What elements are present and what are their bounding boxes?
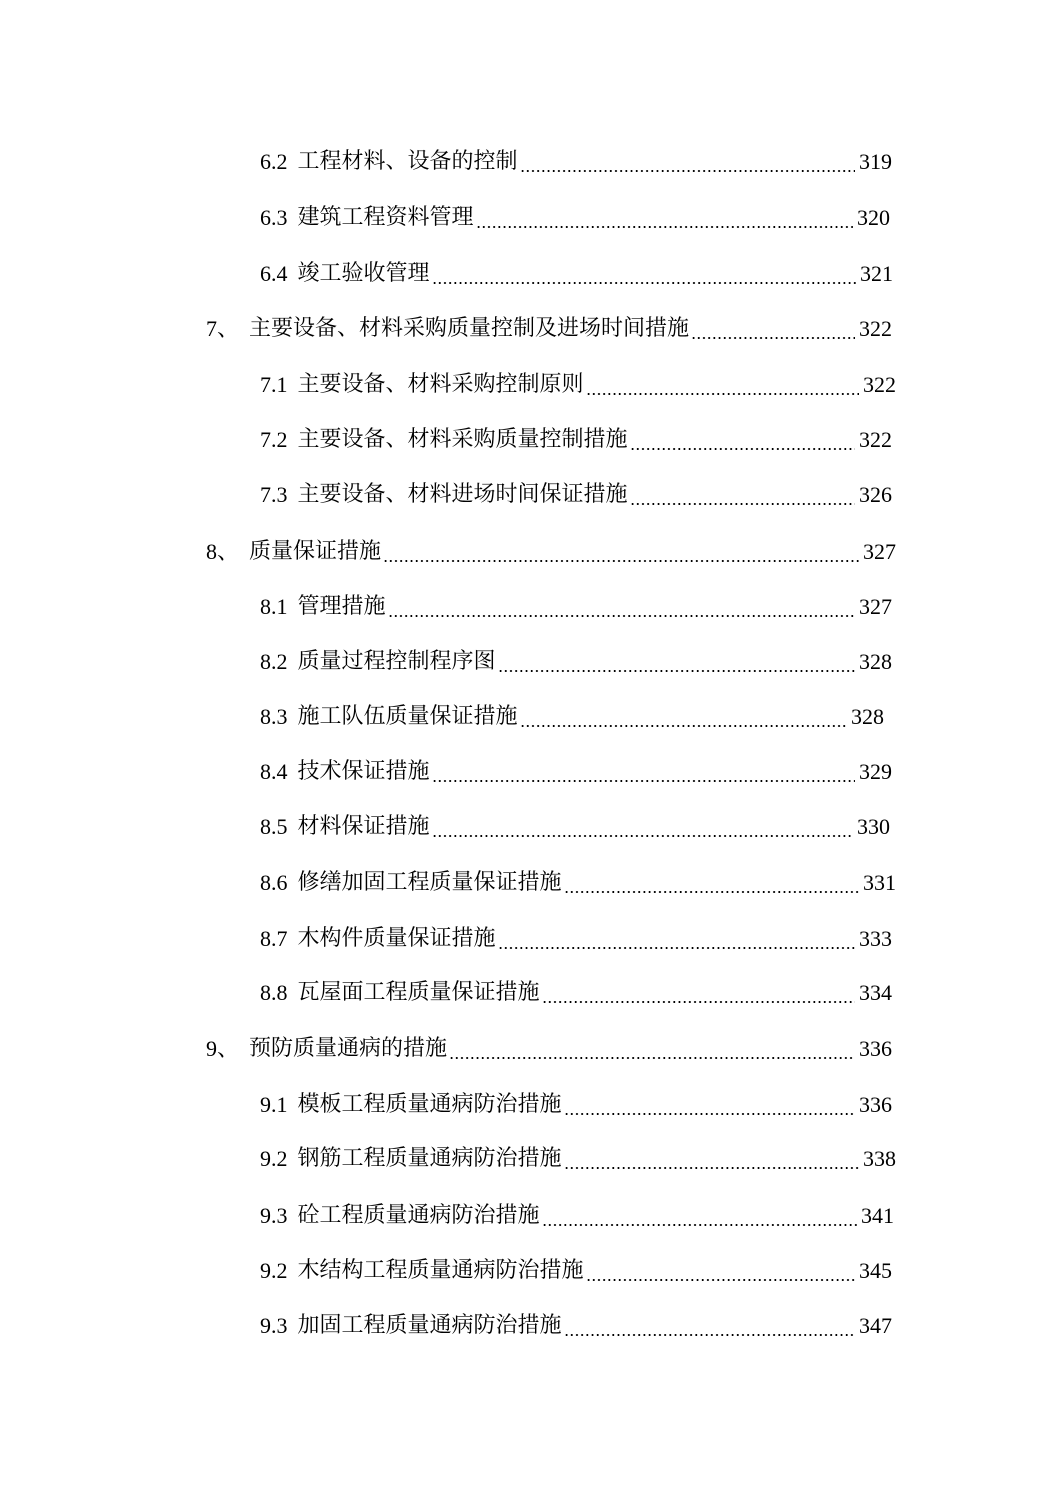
toc-entry-title: 主要设备、材料进场时间保证措施 (297, 482, 628, 507)
toc-dot-leader (498, 926, 855, 950)
toc-dot-leader (432, 261, 856, 285)
toc-dot-leader (542, 980, 855, 1004)
toc-entry-number: 6.2 (260, 149, 288, 174)
toc-dot-leader (586, 1258, 855, 1282)
toc-entry-page: 328 (851, 704, 884, 729)
toc-entry-number: 7.1 (260, 372, 288, 397)
toc-entry-number: 6.3 (260, 205, 288, 230)
toc-entry-page: 345 (859, 1258, 892, 1283)
toc-entry-number: 8.6 (260, 870, 288, 895)
toc-dot-leader (586, 372, 859, 396)
toc-entry-7-2[interactable] (260, 414, 892, 454)
toc-dot-leader (564, 1092, 855, 1116)
toc-entry-number: 9.1 (260, 1092, 288, 1117)
toc-entry-6-2[interactable] (260, 136, 892, 176)
toc-entry-number: 9.2 (260, 1258, 288, 1283)
toc-entry-title: 工程材料、设备的控制 (297, 149, 518, 174)
toc-dot-leader (564, 1313, 855, 1337)
toc-entry-title: 施工队伍质量保证措施 (297, 704, 518, 729)
toc-entry-8[interactable] (206, 526, 896, 566)
toc-dot-leader (432, 814, 853, 838)
toc-dot-leader (691, 316, 855, 340)
toc-entry-9[interactable] (206, 1023, 892, 1063)
toc-entry-title: 主要设备、材料采购质量控制及进场时间措施 (249, 316, 690, 341)
toc-dot-leader (388, 594, 855, 618)
toc-entry-page: 330 (857, 814, 890, 839)
toc-entry-title: 质量过程控制程序图 (297, 649, 496, 674)
toc-entry-number: 8.3 (260, 704, 288, 729)
toc-entry-9-2a[interactable] (260, 1133, 896, 1173)
toc-entry-title: 技术保证措施 (297, 759, 430, 784)
toc-entry-7-1[interactable] (260, 359, 896, 399)
toc-dot-leader (383, 539, 859, 563)
toc-entry-number: 8、 (206, 539, 240, 564)
toc-dot-leader (630, 427, 855, 451)
toc-entry-page: 321 (860, 261, 893, 286)
toc-entry-number: 7.2 (260, 427, 288, 452)
toc-entry-page: 347 (859, 1313, 892, 1338)
toc-entry-number: 7.3 (260, 482, 288, 507)
toc-entry-page: 336 (859, 1036, 892, 1061)
toc-entry-title: 加固工程质量通病防治措施 (297, 1313, 562, 1338)
toc-entry-title: 建筑工程资料管理 (297, 205, 474, 230)
toc-entry-title: 材料保证措施 (297, 814, 430, 839)
toc-entry-title: 主要设备、材料采购控制原则 (297, 372, 584, 397)
toc-entry-8-6[interactable] (260, 857, 896, 897)
toc-entry-page: 320 (857, 205, 890, 230)
toc-entry-title: 木构件质量保证措施 (297, 926, 496, 951)
toc-entry-number: 8.2 (260, 649, 288, 674)
toc-entry-number: 9.3 (260, 1203, 288, 1228)
toc-dot-leader (520, 704, 847, 728)
toc-entry-6-3[interactable] (260, 192, 890, 232)
toc-entry-page: 327 (863, 539, 896, 564)
toc-entry-number: 8.7 (260, 926, 288, 951)
toc-entry-9-1[interactable] (260, 1079, 892, 1119)
toc-entry-number: 9、 (206, 1036, 240, 1061)
toc-entry-title: 模板工程质量通病防治措施 (297, 1092, 562, 1117)
toc-entry-title: 预防质量通病的措施 (249, 1036, 448, 1061)
toc-entry-8-2[interactable] (260, 636, 892, 676)
toc-entry-7-3[interactable] (260, 469, 892, 509)
toc-entry-title: 质量保证措施 (249, 539, 382, 564)
toc-entry-title: 钢筋工程质量通病防治措施 (297, 1146, 562, 1171)
toc-entry-number: 8.1 (260, 594, 288, 619)
toc-entry-title: 竣工验收管理 (297, 261, 430, 286)
toc-entry-page: 331 (863, 870, 896, 895)
toc-entry-title: 木结构工程质量通病防治措施 (297, 1258, 584, 1283)
toc-entry-number: 8.8 (260, 980, 288, 1005)
toc-entry-number: 9.3 (260, 1313, 288, 1338)
toc-entry-page: 338 (863, 1146, 896, 1171)
toc-entry-page: 322 (859, 427, 892, 452)
toc-entry-page: 336 (859, 1092, 892, 1117)
toc-dot-leader (432, 759, 855, 783)
toc-entry-9-3a[interactable] (260, 1190, 894, 1230)
toc-entry-title: 砼工程质量通病防治措施 (297, 1203, 540, 1228)
toc-entry-page: 322 (859, 316, 892, 341)
toc-entry-page: 322 (863, 372, 896, 397)
toc-entry-8-3[interactable] (260, 691, 884, 731)
toc-entry-8-4[interactable] (260, 746, 892, 786)
toc-dot-leader (630, 482, 855, 506)
toc-entry-number: 9.2 (260, 1146, 288, 1171)
toc-entry-number: 7、 (206, 316, 240, 341)
toc-dot-leader (520, 149, 855, 173)
toc-entry-9-2b[interactable] (260, 1245, 892, 1285)
toc-entry-page: 329 (859, 759, 892, 784)
toc-entry-page: 327 (859, 594, 892, 619)
toc-dot-leader (564, 1146, 859, 1170)
toc-dot-leader (542, 1203, 857, 1227)
toc-entry-page: 334 (859, 980, 892, 1005)
toc-dot-leader (476, 205, 853, 229)
toc-entry-9-3b[interactable] (260, 1300, 892, 1340)
toc-entry-page: 319 (859, 149, 892, 174)
toc-dot-leader (449, 1036, 855, 1060)
toc-dot-leader (564, 870, 859, 894)
toc-entry-8-8[interactable] (260, 967, 892, 1007)
toc-entry-page: 328 (859, 649, 892, 674)
toc-entry-8-1[interactable] (260, 581, 892, 621)
toc-entry-8-5[interactable] (260, 801, 890, 841)
toc-entry-number: 8.4 (260, 759, 288, 784)
toc-entry-page: 326 (859, 482, 892, 507)
toc-entry-title: 瓦屋面工程质量保证措施 (297, 980, 540, 1005)
toc-entry-title: 管理措施 (297, 594, 386, 619)
toc-entry-page: 333 (859, 926, 892, 951)
toc-entry-7[interactable] (206, 303, 892, 343)
toc-entry-title: 主要设备、材料采购质量控制措施 (297, 427, 628, 452)
toc-entry-title: 修缮加固工程质量保证措施 (297, 870, 562, 895)
toc-entry-number: 8.5 (260, 814, 288, 839)
toc-entry-page: 341 (861, 1203, 894, 1228)
toc-entry-number: 6.4 (260, 261, 288, 286)
toc-entry-8-7[interactable] (260, 913, 892, 953)
toc-entry-6-4[interactable] (260, 248, 893, 288)
toc-dot-leader (498, 649, 855, 673)
